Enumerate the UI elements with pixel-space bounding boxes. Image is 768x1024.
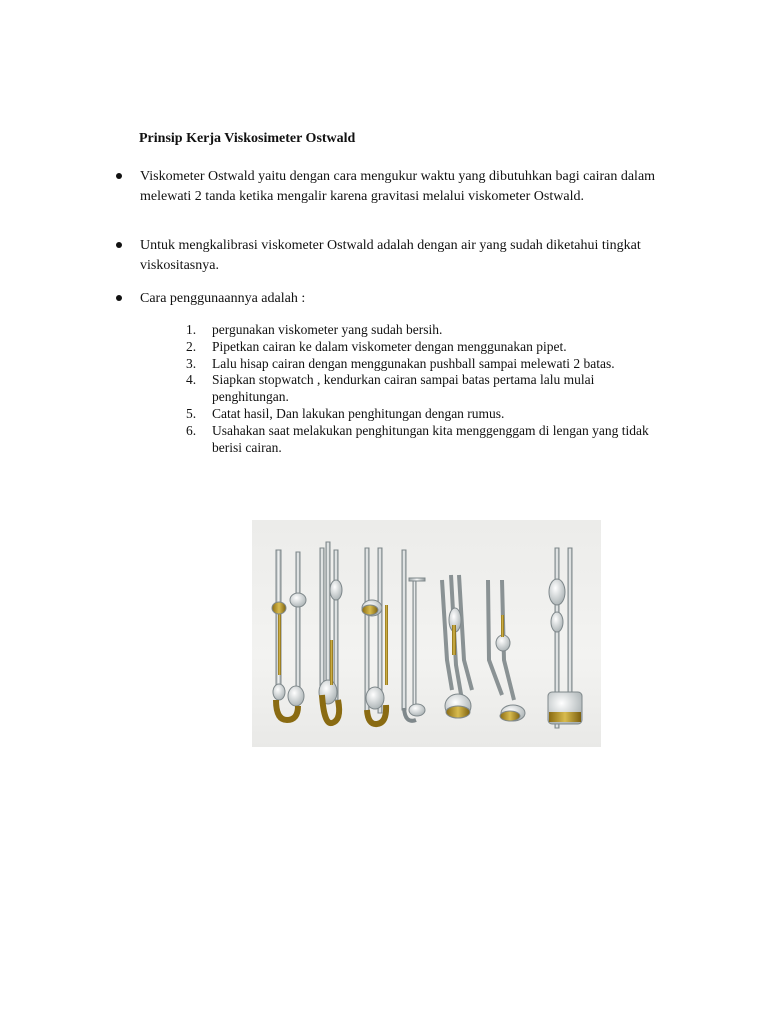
bullet-dot bbox=[116, 173, 122, 179]
step-number: 2. bbox=[186, 338, 197, 354]
viscometer-photo bbox=[252, 520, 601, 747]
step-number: 6. bbox=[186, 422, 197, 438]
list-item bbox=[186, 356, 666, 373]
step-number: 5. bbox=[186, 405, 197, 421]
step-text: Catat hasil, Dan lakukan penghitungan dengan rumus. bbox=[212, 405, 505, 421]
viscometer-5 bbox=[442, 575, 472, 718]
list-item bbox=[186, 372, 666, 406]
step-text: Pipetkan cairan ke dalam viskometer dengan menggunakan pipet. bbox=[212, 338, 567, 354]
viscometer-2 bbox=[319, 542, 342, 723]
list-item bbox=[186, 406, 666, 423]
step-text: Lalu hisap cairan dengan menggunakan pushball sampai melewati 2 batas. bbox=[212, 355, 615, 371]
bullet-text: Viskometer Ostwald yaitu dengan cara mengukur waktu yang dibutuhkan bagi cairan dalam melewati 2 tanda ketika mengalir karena gravitasi melalui viskometer Ostwald. bbox=[140, 169, 656, 204]
list-item bbox=[186, 322, 666, 339]
viscometer-3 bbox=[362, 548, 388, 724]
steps-list bbox=[186, 322, 666, 456]
step-number: 3. bbox=[186, 355, 197, 371]
list-item bbox=[186, 423, 666, 457]
viscometer-illustration bbox=[252, 520, 601, 747]
bullet-text: Untuk mengkalibrasi viskometer Ostwald adalah dengan air yang sudah diketahui tingkat viskositasnya. bbox=[140, 238, 641, 273]
step-text: pergunakan viskometer yang sudah bersih. bbox=[212, 322, 443, 337]
viscometer-6 bbox=[488, 580, 525, 721]
bullet-dot bbox=[116, 295, 122, 301]
viscometer-4 bbox=[402, 550, 425, 721]
step-number: 4. bbox=[186, 372, 197, 388]
step-number: 1. bbox=[186, 322, 197, 337]
step-text: Siapkan stopwatch , kendurkan cairan sampai batas pertama lalu mulai penghitungan. bbox=[212, 372, 595, 405]
step-text: Usahakan saat melakukan penghitungan kita menggenggam di lengan yang tidak berisi cairan. bbox=[212, 422, 649, 455]
page-title: Prinsip Kerja Viskosimeter Ostwald bbox=[139, 131, 356, 146]
bullet-dot bbox=[116, 242, 122, 248]
viscometer-1 bbox=[272, 550, 306, 720]
bullet-text: Cara penggunaannya adalah : bbox=[140, 291, 306, 306]
list-item bbox=[186, 339, 666, 356]
viscometer-7 bbox=[548, 548, 582, 728]
